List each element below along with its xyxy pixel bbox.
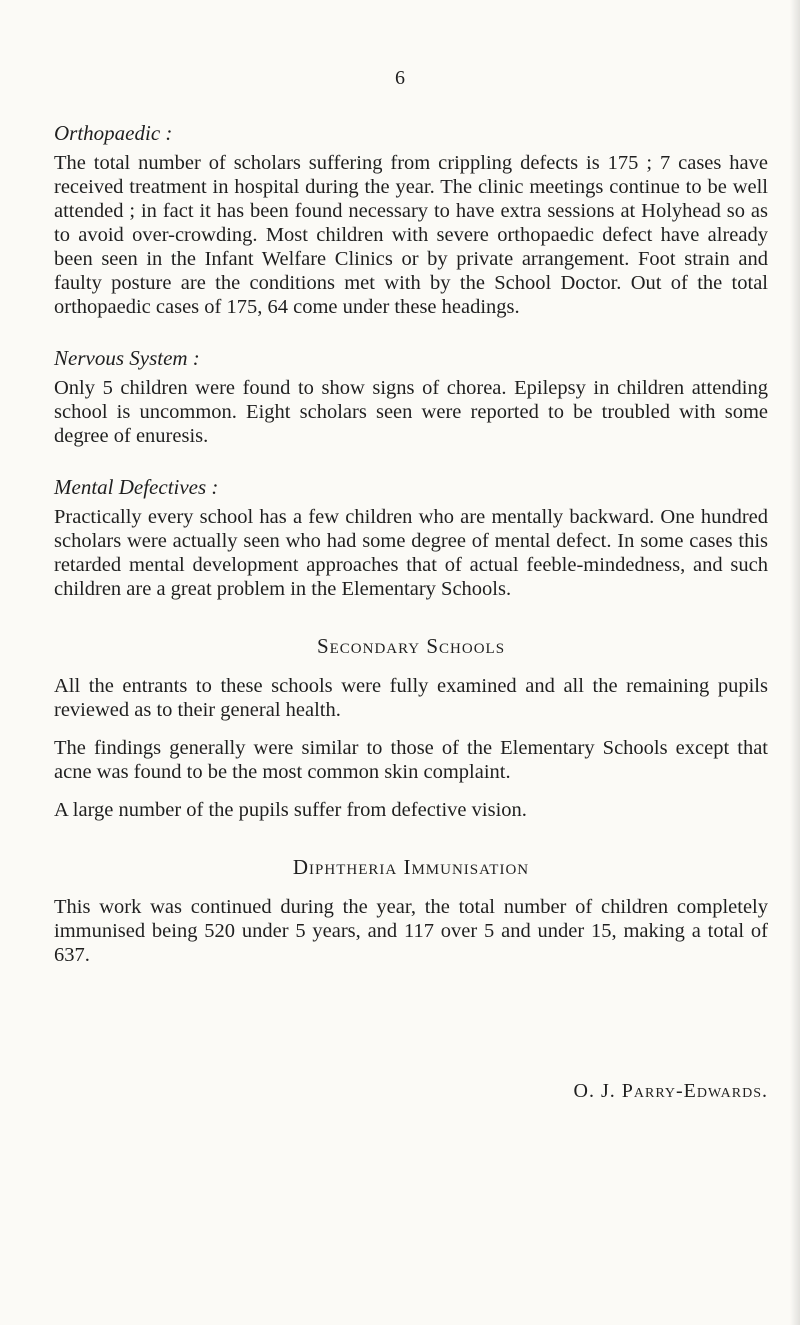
- paragraph-secondary-vision: A large number of the pupils suffer from defective vision.: [54, 799, 527, 821]
- paragraph-orthopaedic: The total number of scholars suffering from crippling defects is 175 ; 7 cases have received treatment in hospital during the year. The clinic meetings continue to be well attended ; in fact it has been found necessary to have extra sessions at Holyhead so as to avoid over-crowding. Most children with severe orthopaedic defect have already been seen in the Infant Welfare Clinics or by private arrangement. Foot strain and faulty posture are the conditions met with by the School Doctor. Out of the total orthopaedic cases of 175, 64 come under these headings.: [54, 152, 768, 318]
- paragraph-nervous-system: Only 5 children were found to show signs of chorea. Epilepsy in children attending school is uncommon. Eight scholars seen were reported to be troubled with some degree of enuresis.: [54, 377, 768, 447]
- heading-diphtheria-immunisation: Diphtheria Immunisation: [292, 855, 530, 879]
- page-number: 6: [395, 67, 405, 89]
- heading-orthopaedic: Orthopaedic :: [54, 121, 173, 145]
- heading-nervous-system: Nervous System :: [54, 346, 200, 370]
- paragraph-diphtheria-immunisation: This work was continued during the year, the total number of children completely immunised being 520 under 5 years, and 117 over 5 and under 15, making a total of 637.: [54, 896, 768, 966]
- paragraph-secondary-findings: The findings generally were similar to those of the Elementary Schools except that acne was found to be the most common skin complaint.: [54, 737, 768, 783]
- section-mental-defectives: [54, 474, 768, 601]
- paragraph-mental-defectives: Practically every school has a few children who are mentally backward. One hundred scholars were actually seen who had some degree of mental defect. In some cases this retarded mental development approaches that of actual feeble-mindedness, and such children are a great problem in the Elementary Schools.: [54, 506, 768, 600]
- section-secondary-schools: [54, 633, 768, 822]
- section-nervous-system: [54, 345, 768, 448]
- signature: O. J. Parry-Edwards.: [573, 1080, 768, 1102]
- page-content: [54, 120, 768, 967]
- page-edge-shadow: [790, 0, 800, 1325]
- heading-mental-defectives: Mental Defectives :: [54, 475, 219, 499]
- section-orthopaedic: [54, 120, 768, 319]
- paragraph-secondary-entrants: All the entrants to these schools were fully examined and all the remaining pupils reviewed as to their general health.: [54, 675, 768, 721]
- section-diphtheria-immunisation: [54, 854, 768, 967]
- heading-secondary-schools: Secondary Schools: [316, 634, 506, 658]
